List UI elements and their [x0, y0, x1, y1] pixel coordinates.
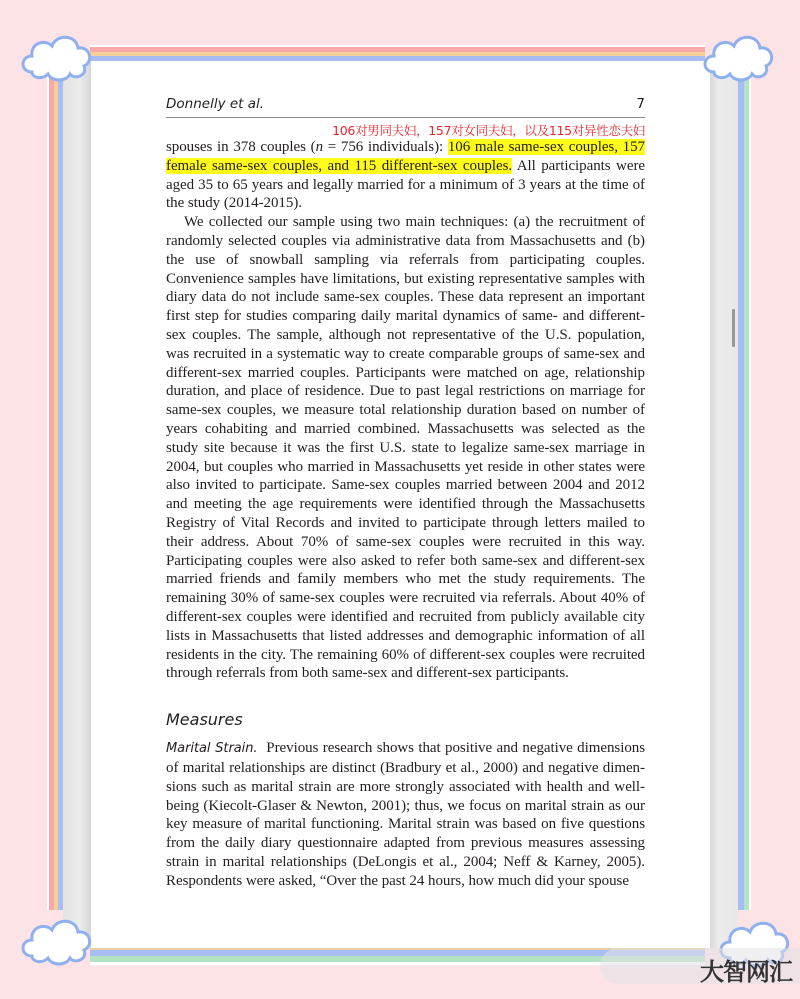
paragraph-text: spouses in 378 couples ( [166, 139, 316, 155]
paragraph-participants [166, 138, 645, 213]
running-head-author: Donnelly et al. [166, 96, 265, 112]
rainbow-frame-top [90, 45, 705, 61]
cloud-icon-top-left [18, 28, 98, 88]
cloud-icon-bottom-left [18, 912, 98, 972]
cloud-icon-top-right [700, 28, 780, 88]
translation-annotation: 106对男同夫妇，157对女同夫妇，以及115对异性恋夫妇 [332, 123, 645, 138]
section-heading-measures: Measures [166, 710, 243, 730]
page-number: 7 [636, 96, 645, 112]
n-symbol: n [315, 139, 324, 155]
page-curl-right [710, 61, 738, 948]
paragraph-text: All participants were aged 35 to 65 years and legally married for a minimum of 3 years at the time of the study (2014-2015). [166, 157, 645, 212]
highlighted-text: 106 male same-sex couples, 157 female same-sex couples, and 115 different-sex couples. [166, 139, 645, 174]
paragraph-text: = 756 individuals): [323, 139, 448, 155]
paragraph-sampling: We collected our sample using two main techniques: (a) the recruitment of randomly selected couples via administrative data from Massachusetts and (b) the use of snowball sampling via referrals from participating couples. Convenience samples have limitations, but existing representative samples with diary data do not include same-sex couples. These data represent an important first step for studies comparing daily marital dynamics of same- and different-sex couples. The sample, although not representative of the U.S. population, was recruited in a systematic way to create comparable groups of same-sex and different-sex married couples. Participants were matched on age, relationship duration, and place of residence. Due to past legal restrictions on marriage for same-sex couples, we measure total relationship duration based on number of years cohabiting and married combined. Massachusetts was selected as the study site because it was the first U.S. state to legalize same-sex marriage in 2004, but couples who married in Massachusetts yet reside in other states were also invited to participate. Same-sex couples married between 2004 and 2012 and meeting the age requirements were identified through the Massachusetts Registry of Vital Records and invited to participate through letters mailed to their address. About 70% of same-sex couples were recruited in this way. Participating couples were also asked to refer both same-sex and different-sex married friends and family members who met the study requirements. The remaining 30% of same-sex couples were recruited via referrals. About 40% of different-sex couples were identified and recruited from publicly available city lists in Massachusetts that listed addresses and demographic information of all residents in the city. The remaining 60% of different-sex couples were recruited through referrals from both same-sex and different-sex participants. [166, 214, 645, 682]
run-in-heading: Marital Strain. [166, 741, 258, 757]
body-text [166, 138, 645, 890]
page-content [166, 94, 645, 890]
paragraph-marital-strain [166, 739, 645, 890]
watermark-logo: 大智网汇 [700, 958, 792, 986]
paragraph-text: Previous research shows that positive and negative dimensions of marital relationships are distinct (Bradbury et al., 2000) and negative dimensions such as marital strain are more strongly associated with health and well-being (Kiecolt-Glaser & Newton, 2001); thus, we focus on marital strain as our key measure of marital functioning. Marital strain was based on five questions from the daily diary questionnaire adapted from previous measures assessing strain in marital relationships (DeLongis et al., 2004; Neff & Karney, 2005). Respondents were asked, “Over the past 24 hours, how much did your spouse [166, 740, 646, 889]
page-curl-left [63, 61, 91, 948]
rainbow-frame-left [47, 75, 63, 910]
running-head [166, 94, 645, 118]
scrollbar-thumb[interactable] [732, 309, 735, 347]
